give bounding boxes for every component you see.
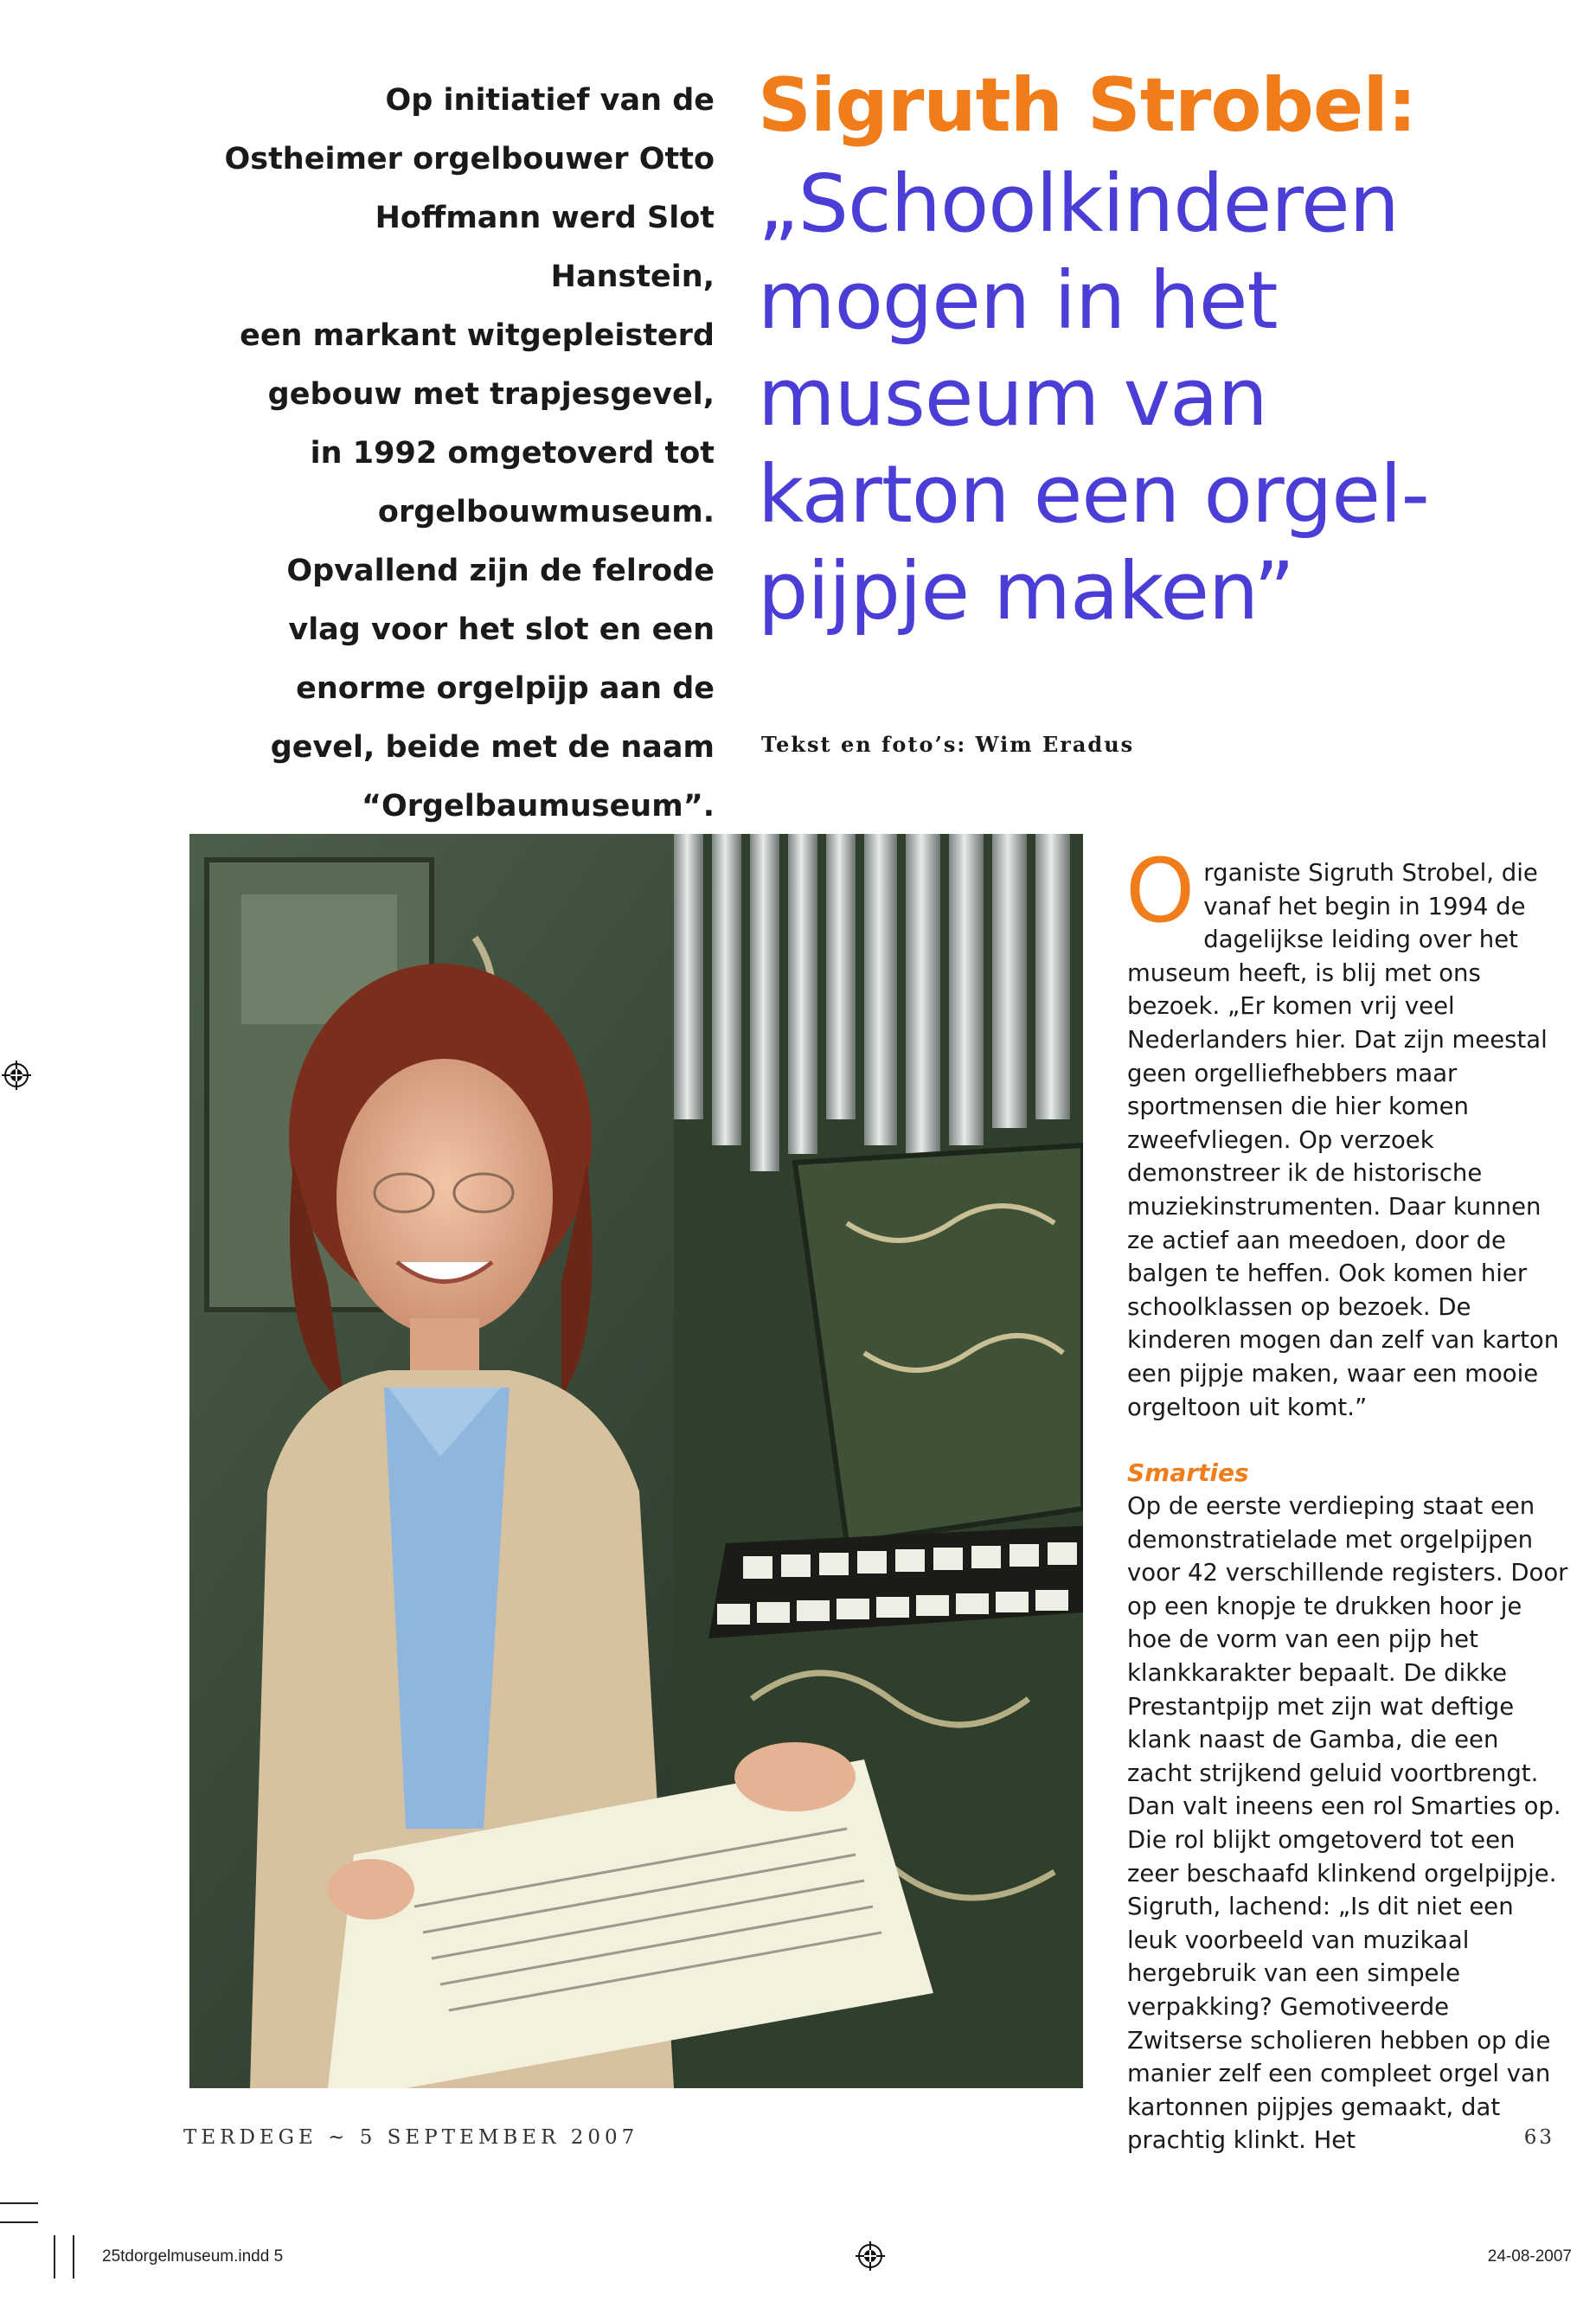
intro-line: gevel, beide met de naam (270, 730, 715, 765)
photo-organist (189, 834, 1083, 2088)
print-slug-file: 25tdorgelmuseum.indd 5 (102, 2247, 284, 2266)
article-paragraph-1 (1125, 840, 1568, 1424)
intro-line: Opvallend zijn de felrode (286, 554, 715, 588)
headline-name: Sigruth Strobel: (758, 62, 1417, 149)
registration-mark-icon (2, 1061, 31, 1090)
intro-text (216, 71, 715, 836)
intro-line: Op initiatief van de (385, 83, 715, 118)
headline-quote-line: „Schoolkinderen (758, 157, 1399, 250)
photo-organist-icon (189, 834, 1083, 2088)
crop-mark (0, 2202, 38, 2204)
registration-mark-icon (856, 2241, 885, 2271)
headline-quote-line: mogen in het (758, 254, 1278, 347)
print-slug-date: 24-08-2007 (1487, 2247, 1572, 2266)
intro-line: vlag voor het slot en een (288, 612, 715, 647)
paragraph-text: rganiste Sigruth Strobel, die vanaf het begin in 1994 de dagelijkse leiding over het museum heeft, is blij met ons bezoek. „Er komen vrij veel Nederlanders hier. Dat zijn meestal geen orgelliefhebbers maar sportmensen die hier komen zweefvliegen. Op verzoek demonstreer ik de historische muziekinstrumenten. Daar kunnen ze actief aan meedoen, door de balgen te heffen. Ook komen hier schoolklassen op bezoek. De kinderen mogen dan zelf van karton een pijpje maken, waar een mooie orgeltoon uit komt.” (1127, 859, 1560, 1421)
headline-quote-line: pijpje maken” (758, 545, 1294, 638)
headline-quote-line: museum van (758, 351, 1267, 444)
intro-line: enorme orgelpijp aan de (296, 671, 715, 706)
drop-cap: O (1125, 840, 1195, 943)
intro-line: Ostheimer orgelbouwer Otto (224, 142, 715, 176)
intro-line: “Orgelbaumuseum”. (361, 789, 715, 824)
page-number: 63 (1523, 2126, 1554, 2149)
footer-magazine: TERDEGE ~ 5 SEPTEMBER 2007 (183, 2126, 639, 2149)
crop-mark (54, 2235, 55, 2279)
author-credit: Tekst en foto’s: Wim Eradus (761, 732, 1135, 757)
article-body (1125, 840, 1568, 2157)
intro-line: een markant witgepleisterd (240, 318, 715, 353)
headline-quote-line: karton een orgel- (758, 448, 1429, 541)
subheading: Smarties (1127, 1458, 1249, 1488)
article-paragraph-2: Op de eerste verdieping staat een demonstratielade met orgelpijpen voor 42 verschillende registers. Door op een knopje te drukken hoor je hoe de vorm van een pijp het klankkarakter bepaalt. De dikke Prestantpijp met zijn wat deftige klank naast de Gamba, die een zacht strijkend geluid voortbrengt. Dan valt ineens een rol Smarties op. Die rol blijkt omgetoverd tot een zeer beschaafd klinkend orgelpijpje. Sigruth, lachend: „Is dit niet een leuk voorbeeld van muzikaal hergebruik van een simpele verpakking? Gemotiveerde Zwitserse scholieren hebben op die manier zelf een compleet orgel van kartonnen pijpjes gemaakt, dat prachtig klinkt. Het (1127, 1492, 1568, 2155)
headline-quote (758, 156, 1588, 640)
intro-line: orgelbouwmuseum. (377, 495, 715, 529)
crop-mark (73, 2235, 74, 2279)
crop-mark (0, 2221, 38, 2223)
intro-line: gebouw met trapjesgevel, (267, 377, 715, 412)
intro-line: in 1992 omgetoverd tot (310, 436, 715, 471)
intro-line: Hoffmann werd Slot Hanstein, (375, 201, 715, 294)
